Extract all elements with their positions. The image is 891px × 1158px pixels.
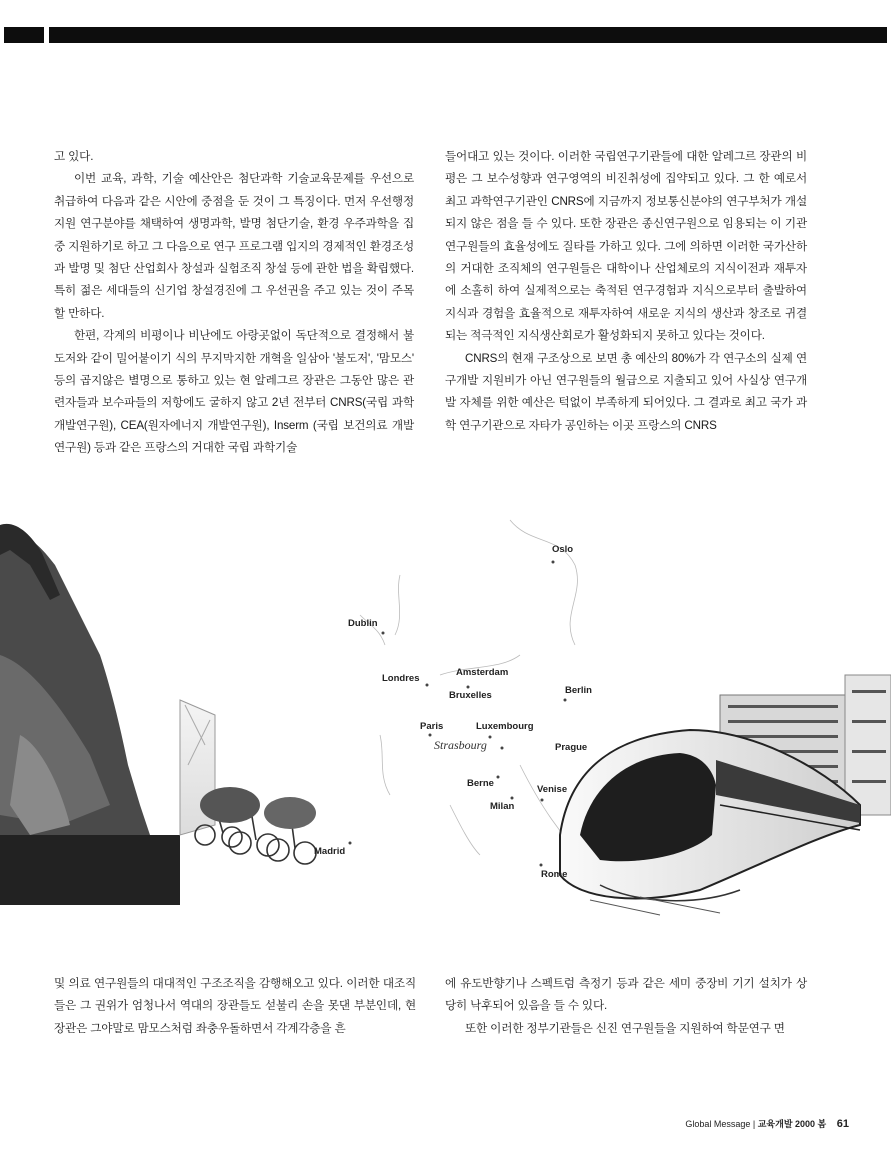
city-label-berlin: Berlin xyxy=(565,685,592,696)
footer-label: Global Message xyxy=(685,1119,751,1129)
city-label-oslo: Oslo xyxy=(552,544,574,555)
paragraph: 또한 이러한 정부기관들은 신진 연구원들을 지원하여 학문연구 면 xyxy=(465,1021,785,1035)
city-label-venise: Venise xyxy=(537,784,568,795)
column-bottom-left xyxy=(54,973,416,1040)
column-top-right xyxy=(445,146,807,437)
header-bar-notch xyxy=(44,27,49,43)
paragraph: CNRS의 현재 구조상으로 보면 총 예산의 80%가 각 연구소의 실제 연구개발 지원비가 아닌 연구원들의 월급으로 지출되고 있어 사실상 연구개발 자체를 위한 예산은 턱없이 부족하게 되어있다. 그 결과로 최고 국가 과학 연구기관으로 자타가 공인하는 이곳 프랑스의 CNRS xyxy=(445,351,807,432)
city-label-bruxelles: Bruxelles xyxy=(449,690,492,701)
europe-map-illustration xyxy=(0,505,891,925)
page-number: 61 xyxy=(836,1118,849,1130)
city-label-dublin: Dublin xyxy=(348,618,378,629)
city-label-berne: Berne xyxy=(467,778,494,789)
illustration-graphic xyxy=(0,505,891,925)
page-footer xyxy=(685,1117,849,1130)
city-label-luxembourg: Luxembourg xyxy=(476,721,534,732)
city-label-londres: Londres xyxy=(382,673,420,684)
column-top-left xyxy=(54,146,414,460)
city-label-paris: Paris xyxy=(420,721,444,732)
footer-divider: | xyxy=(752,1119,758,1129)
statue-scene xyxy=(0,524,215,905)
city-label-prague: Prague xyxy=(555,742,588,753)
paragraph: 들어대고 있는 것이다. 이러한 국립연구기관들에 대한 알레그르 장관의 비평은 그 보수성향과 연구영역의 비진취성에 집약되고 있다. 그 한 예로서 최고 과학연구기관인 CNRS에 지금까지 정보통신분야의 연구부처가 개설되지 않은 점을 들 수 있다. 또한 장관은 종신연구원으로 임용되는 이 기관 연구원들의 효율성에도 질타를 가하고 있다. 그에 의하면 이러한 국가산하의 거대한 조직체의 연구원들은 대학이나 산업체로의 지식이전과 재투자에 소홀히 하여 실제적으로는 축적된 연구경험과 지식으로부터 출발하여 지식과 경험을 효율적으로 재투자하여 새로운 지식의 생산과 창조로 귀결되는 적극적인 지식생산회로가 활성화되지 못하고 있다는 것이다. xyxy=(445,150,807,343)
city-label-rome: Rome xyxy=(541,869,568,880)
paragraph: 및 의료 연구원들의 대대적인 구조조직을 감행해오고 있다. 이러한 대조직들은 그 권위가 엄청나서 역대의 장관들도 섣불리 손을 못댄 부분인데, 현 장관은 그야말로 맘모스처럼 좌충우돌하면서 각계각층을 흔 xyxy=(54,977,416,1035)
footer-brand: 교육개발 2000 봄 xyxy=(757,1119,827,1129)
city-label-amsterdam: Amsterdam xyxy=(456,667,509,678)
header-bar xyxy=(4,27,887,43)
paragraph: 한편, 각계의 비평이나 비난에도 아랑곳없이 독단적으로 결정해서 불도저와 같이 밀어붙이기 식의 무지막지한 개혁을 일삼아 '불도저', '맘모스' 등의 곱지않은 별명으로 통하고 있는 현 알레그르 장관은 그동안 많은 관련자들과 보수파들의 저항에도 굴하지 않고 2년 전부터 CNRS(국립 과학개발연구원), CEA(원자에너지 개발연구원), Inserm (국립 보건의료 개발연구원) 등과 같은 프랑스의 거대한 국립 과학기술 xyxy=(54,329,414,455)
city-label-strasbourg: Strasbourg xyxy=(434,738,487,752)
city-label-madrid: Madrid xyxy=(314,846,346,857)
city-label-milan: Milan xyxy=(490,801,515,812)
column-bottom-right xyxy=(445,973,807,1040)
paragraph: 고 있다. xyxy=(54,150,94,163)
paragraph: 에 유도반향기나 스펙트럼 측정기 등과 같은 세미 중장비 기기 설치가 상당히 낙후되어 있음을 들 수 있다. xyxy=(445,977,807,1013)
paragraph: 이번 교육, 과학, 기술 예산안은 첨단과학 기술교육문제를 우선으로 취급하여 다음과 같은 시안에 중점을 둔 것이 그 특징이다. 먼저 우선행정지원 연구분야를 채택하여 생명과학, 발명 첨단기술, 환경 우주과학을 집중 지원하기로 하고 그 다음으로 연구 프로그램 입지의 경제적인 환경조성과 발명 및 첨단 산업회사 창설과 실험조직 창설 등에 관한 법을 확립했다. 특히 젊은 세대들의 신기업 창설경진에 그 우선권을 주고 있는 것이 주목할 만하다. xyxy=(54,172,414,320)
